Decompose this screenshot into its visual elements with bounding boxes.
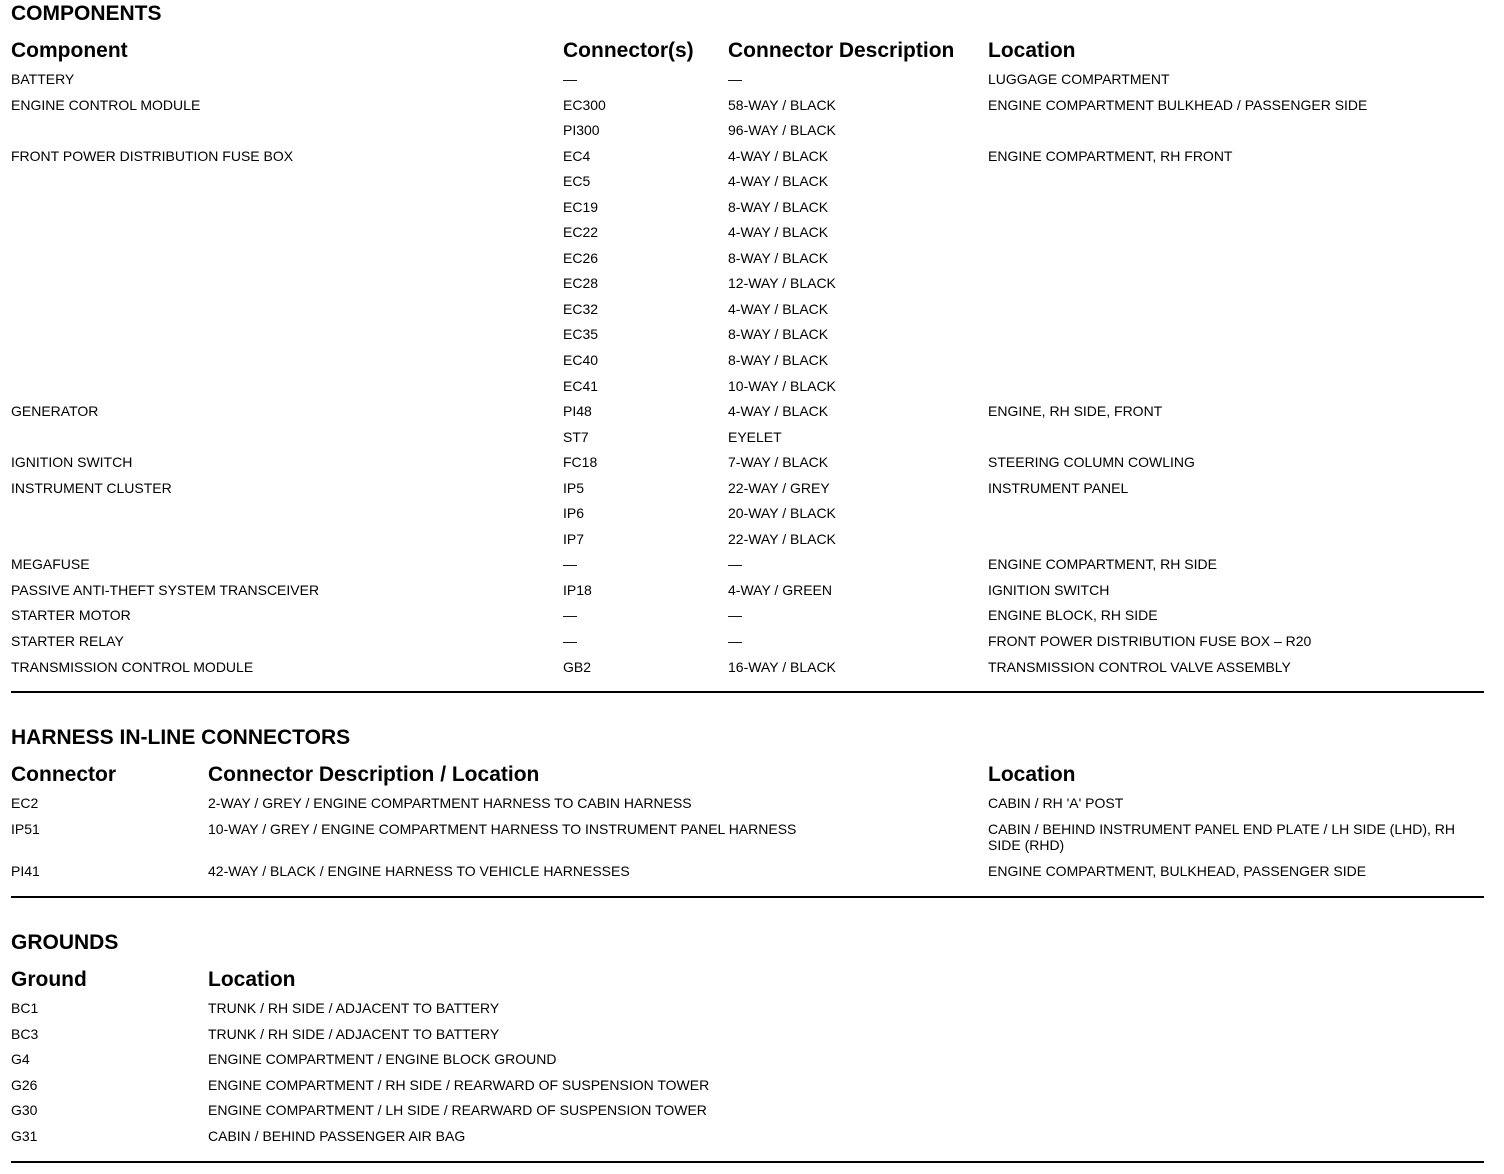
component-cell: ENGINE CONTROL MODULE [11, 96, 201, 113]
table-row [11, 220, 1484, 246]
connector-description-cell: 8-WAY / BLACK [728, 352, 829, 369]
grounds-table-body [11, 996, 1484, 1149]
connector-description-cell: — [728, 633, 742, 650]
table-row [11, 817, 1484, 859]
connector-description-cell: 22-WAY / GREY [728, 479, 830, 496]
ground-cell: BC1 [11, 1000, 39, 1016]
components-divider [11, 691, 1484, 693]
table-row [11, 476, 1484, 502]
location-cell: ENGINE COMPARTMENT, BULKHEAD, PASSENGER SIDE [988, 862, 1367, 879]
location-cell: TRUNK / RH SIDE / ADJACENT TO BATTERY [208, 1000, 500, 1016]
ground-cell: G4 [11, 1051, 30, 1068]
connector-cell: EC2 [11, 795, 39, 811]
col-header-ground: Ground [11, 968, 87, 991]
col-header-location: Location [988, 763, 1076, 786]
table-row [11, 169, 1484, 195]
connector-description-cell: 4-WAY / BLACK [728, 403, 829, 420]
table-row [11, 195, 1484, 221]
location-cell: TRUNK / RH SIDE / ADJACENT TO BATTERY [208, 1025, 500, 1042]
harness-divider [11, 896, 1484, 898]
connector-description-cell: EYELET [728, 428, 782, 445]
table-row [11, 527, 1484, 553]
ground-cell: G31 [11, 1127, 38, 1144]
table-row [11, 425, 1484, 451]
location-cell: ENGINE, RH SIDE, FRONT [988, 403, 1163, 420]
table-row [11, 603, 1484, 629]
component-cell: PASSIVE ANTI-THEFT SYSTEM TRANSCEIVER [11, 581, 320, 598]
table-row [11, 67, 1484, 93]
table-row [11, 450, 1484, 476]
connector-cell: IP18 [563, 581, 592, 598]
components-header-row [11, 39, 1484, 67]
location-cell: ENGINE COMPARTMENT / ENGINE BLOCK GROUND [208, 1051, 557, 1068]
connector-cell: — [563, 633, 577, 650]
connector-cell: EC300 [563, 96, 606, 113]
location-cell: CABIN / BEHIND PASSENGER AIR BAG [208, 1127, 466, 1144]
connector-description-cell: — [728, 71, 742, 87]
location-cell: ENGINE COMPARTMENT / LH SIDE / REARWARD OF SUSPENSION TOWER [208, 1102, 707, 1119]
connector-cell: EC35 [563, 326, 599, 343]
location-cell: ENGINE COMPARTMENT, RH FRONT [988, 147, 1233, 164]
location-cell: TRANSMISSION CONTROL VALVE ASSEMBLY [988, 658, 1291, 675]
location-cell: LUGGAGE COMPARTMENT [988, 71, 1170, 87]
table-row [11, 629, 1484, 655]
component-cell: FRONT POWER DISTRIBUTION FUSE BOX [11, 147, 294, 164]
location-cell: INSTRUMENT PANEL [988, 479, 1129, 496]
table-row [11, 297, 1484, 323]
table-row [11, 271, 1484, 297]
connector-cell: IP5 [563, 479, 585, 496]
col-header-component: Component [11, 39, 128, 62]
table-row [11, 399, 1484, 425]
component-cell: STARTER MOTOR [11, 607, 131, 624]
components-table-body [11, 67, 1484, 680]
table-row [11, 246, 1484, 272]
table-row [11, 1098, 1484, 1124]
table-row [11, 996, 1484, 1022]
connector-cell: PI41 [11, 862, 40, 879]
table-row [11, 655, 1484, 681]
connector-cell: EC19 [563, 198, 599, 215]
col-header-connector-description: Connector Description [728, 39, 955, 62]
connector-cell: FC18 [563, 454, 598, 471]
connector-cell: ST7 [563, 428, 589, 445]
connector-cell: EC40 [563, 352, 599, 369]
connector-description-cell: 4-WAY / BLACK [728, 224, 829, 241]
table-row [11, 1073, 1484, 1099]
table-row [11, 144, 1484, 170]
connector-description-cell: 8-WAY / BLACK [728, 198, 829, 215]
ground-cell: G26 [11, 1076, 38, 1093]
connector-cell: — [563, 556, 577, 573]
location-cell: STEERING COLUMN COWLING [988, 454, 1195, 471]
connector-cell: — [563, 607, 577, 624]
connector-description-cell: 10-WAY / BLACK [728, 377, 836, 394]
connector-description-cell: 96-WAY / BLACK [728, 122, 836, 139]
connector-cell: IP51 [11, 820, 40, 837]
table-row [11, 1022, 1484, 1048]
connector-cell: EC32 [563, 300, 599, 317]
components-title: COMPONENTS [11, 2, 162, 25]
grounds-header-row [11, 968, 1484, 996]
components-section [11, 2, 1484, 680]
connector-description-cell: 58-WAY / BLACK [728, 96, 836, 113]
table-row [11, 791, 1484, 817]
col-header-location: Location [208, 968, 296, 991]
table-row [11, 322, 1484, 348]
connector-description-cell: 22-WAY / BLACK [728, 530, 836, 547]
location-cell: ENGINE COMPARTMENT BULKHEAD / PASSENGER SIDE [988, 96, 1368, 113]
connector-cell: PI48 [563, 403, 592, 420]
component-cell: IGNITION SWITCH [11, 454, 133, 471]
connector-cell: EC22 [563, 224, 599, 241]
ground-cell: BC3 [11, 1025, 39, 1042]
connector-description-cell: 4-WAY / BLACK [728, 173, 829, 190]
harness-title: HARNESS IN-LINE CONNECTORS [11, 726, 351, 749]
component-cell: GENERATOR [11, 403, 99, 420]
connector-cell: EC4 [563, 147, 591, 164]
table-row [11, 348, 1484, 374]
connector-description-cell: 7-WAY / BLACK [728, 454, 829, 471]
table-row [11, 552, 1484, 578]
grounds-title: GROUNDS [11, 931, 119, 954]
grounds-section [11, 931, 1484, 1149]
table-row [11, 118, 1484, 144]
connector-description-cell: 8-WAY / BLACK [728, 326, 829, 343]
connector-cell: PI300 [563, 122, 600, 139]
col-header-connectors: Connector(s) [563, 39, 694, 62]
table-row [11, 1047, 1484, 1073]
connector-cell: GB2 [563, 658, 592, 675]
connector-cell: IP7 [563, 530, 585, 547]
connector-description-cell: 12-WAY / BLACK [728, 275, 836, 292]
table-row [11, 1124, 1484, 1150]
harness-table-body [11, 791, 1484, 884]
connector-description-cell: 2-WAY / GREY / ENGINE COMPARTMENT HARNESS TO CABIN HARNESS [208, 795, 692, 811]
connector-description-cell: 4-WAY / BLACK [728, 147, 829, 164]
connector-cell: EC5 [563, 173, 591, 190]
table-row [11, 93, 1484, 119]
col-header-location: Location [988, 39, 1076, 62]
component-cell: MEGAFUSE [11, 556, 90, 573]
ground-cell: G30 [11, 1102, 38, 1119]
component-cell: STARTER RELAY [11, 633, 124, 650]
location-cell: CABIN / BEHIND INSTRUMENT PANEL END PLATE / LH SIDE (LHD), RH SIDE (RHD) [988, 820, 1456, 853]
connector-description-cell: — [728, 556, 742, 573]
table-row [11, 578, 1484, 604]
col-header-connector: Connector [11, 763, 116, 786]
location-cell: FRONT POWER DISTRIBUTION FUSE BOX – R20 [988, 633, 1312, 650]
connector-description-cell: — [728, 607, 742, 624]
location-cell: CABIN / RH 'A' POST [988, 795, 1124, 811]
grounds-divider [11, 1161, 1484, 1163]
connector-cell: — [563, 71, 577, 87]
connector-description-cell: 10-WAY / GREY / ENGINE COMPARTMENT HARNESS TO INSTRUMENT PANEL HARNESS [208, 820, 797, 837]
location-cell: ENGINE COMPARTMENT, RH SIDE [988, 556, 1217, 573]
connector-description-cell: 16-WAY / BLACK [728, 658, 836, 675]
connector-description-cell: 20-WAY / BLACK [728, 505, 836, 522]
component-cell: BATTERY [11, 71, 75, 87]
connector-description-cell: 8-WAY / BLACK [728, 249, 829, 266]
connector-description-cell: 42-WAY / BLACK / ENGINE HARNESS TO VEHICLE HARNESSES [208, 862, 630, 879]
connector-cell: EC41 [563, 377, 599, 394]
location-cell: IGNITION SWITCH [988, 581, 1110, 598]
connector-cell: IP6 [563, 505, 585, 522]
col-header-connector-description-location: Connector Description / Location [208, 763, 540, 786]
component-cell: TRANSMISSION CONTROL MODULE [11, 658, 254, 675]
connector-description-cell: 4-WAY / BLACK [728, 300, 829, 317]
component-cell: INSTRUMENT CLUSTER [11, 479, 172, 496]
harness-section [11, 726, 1484, 884]
connector-description-cell: 4-WAY / GREEN [728, 581, 832, 598]
location-cell: ENGINE BLOCK, RH SIDE [988, 607, 1158, 624]
connector-cell: EC26 [563, 249, 599, 266]
harness-header-row [11, 763, 1484, 791]
table-row [11, 501, 1484, 527]
location-cell: ENGINE COMPARTMENT / RH SIDE / REARWARD OF SUSPENSION TOWER [208, 1076, 710, 1093]
table-row [11, 374, 1484, 400]
table-row [11, 859, 1484, 885]
connector-cell: EC28 [563, 275, 599, 292]
